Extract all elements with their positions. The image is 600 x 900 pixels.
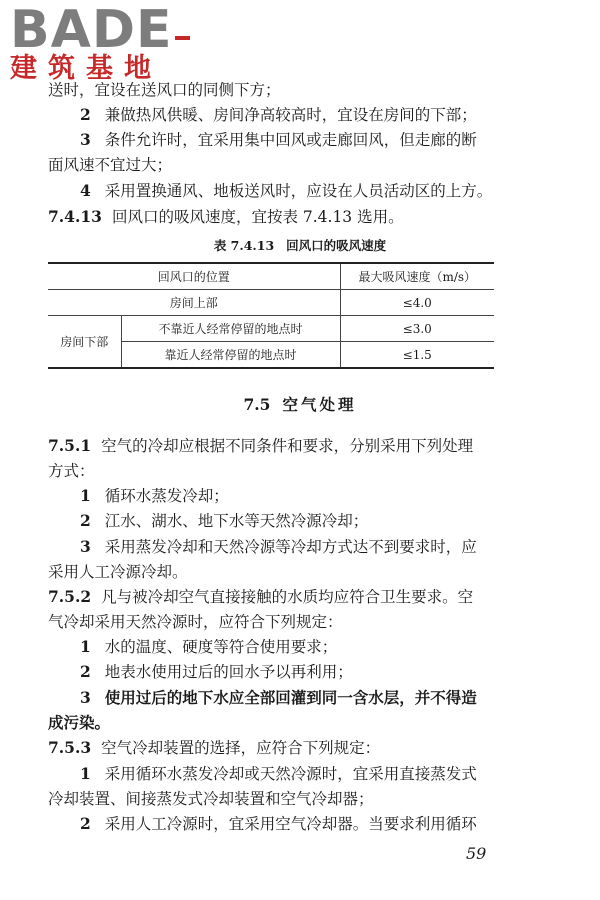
list-item: 3 采用蒸发冷却和天然冷源等冷却方式达不到要求时，应 [80, 537, 477, 556]
table-row [48, 290, 494, 316]
list-item: 2 地表水使用过后的回水予以再利用； [80, 662, 353, 681]
clause-7-5-1: 7.5.1 空气的冷却应根据不同条件和要求，分别采用下列处理 [48, 436, 474, 455]
logo-wordmark: BADE [10, 0, 173, 60]
text-line: 送时，宜设在送风口的同侧下方； [48, 81, 281, 99]
cell-group-label: 房间下部 [48, 316, 121, 369]
list-item: 2 采用人工冷源时，宜采用空气冷却器。当要求利用循环 [80, 814, 477, 833]
bade-logo [10, 2, 190, 84]
list-item: 2 兼做热风供暖、房间净高较高时，宜设在房间的下部； [80, 105, 477, 124]
text-line-emphasis: 成污染。 [48, 713, 111, 732]
clause-7-5-3: 7.5.3 空气冷却装置的选择，应符合下列规定： [48, 738, 381, 757]
text-line: 面风速不宜过大； [48, 156, 173, 174]
table-caption: 表 7.4.13 回风口的吸风速度 [213, 238, 387, 253]
clause-7-4-13: 7.4.13 回风口的吸风速度，宜按表 7.4.13 选用。 [48, 207, 404, 226]
list-item: 1 循环水蒸发冷却； [80, 486, 229, 505]
text-line: 方式： [48, 462, 95, 480]
cell-position: 不靠近人经常停留的地点时 [121, 316, 340, 342]
logo-accent-bar [175, 36, 190, 40]
list-item: 1 水的温度、硬度等符合使用要求； [80, 637, 338, 656]
page-number: 59 [466, 844, 487, 863]
header-speed: 最大吸风速度（m/s） [340, 263, 494, 290]
table-header-row [48, 263, 494, 290]
cell-speed: ≤3.0 [340, 316, 494, 342]
list-item: 2 江水、湖水、地下水等天然冷源冷却； [80, 511, 369, 530]
cell-speed: ≤4.0 [340, 290, 494, 316]
table-row [48, 316, 494, 342]
list-item: 4 采用置换通风、地板送风时，应设在人员活动区的上方。 [80, 181, 493, 200]
list-item: 1 采用循环水蒸发冷却或天然冷源时，宜采用直接蒸发式 [80, 764, 477, 783]
clause-7-5-2: 7.5.2 凡与被冷却空气直接接触的水质均应符合卫生要求。空 [48, 587, 474, 606]
section-heading: 7.5 空气处理 [243, 395, 357, 414]
list-item: 3 条件允许时，宜采用集中回风或走廊回风，但走廊的断 [80, 130, 477, 149]
list-item-emphasis: 3 使用过后的地下水应全部回灌到同一含水层，并不得造 [80, 688, 477, 707]
text-line: 采用人工冷源冷却。 [48, 563, 188, 581]
header-position: 回风口的位置 [48, 263, 340, 290]
cell-position: 靠近人经常停留的地点时 [121, 342, 340, 369]
cell-speed: ≤1.5 [340, 342, 494, 369]
return-air-speed-table [48, 262, 494, 369]
cell-position: 房间上部 [48, 290, 340, 316]
text-line: 气冷却采用天然冷源时，应符合下列规定： [48, 613, 343, 631]
logo-subtitle: 建筑基地 [10, 53, 162, 84]
text-line: 冷却装置、间接蒸发式冷却装置和空气冷却器； [48, 790, 374, 808]
